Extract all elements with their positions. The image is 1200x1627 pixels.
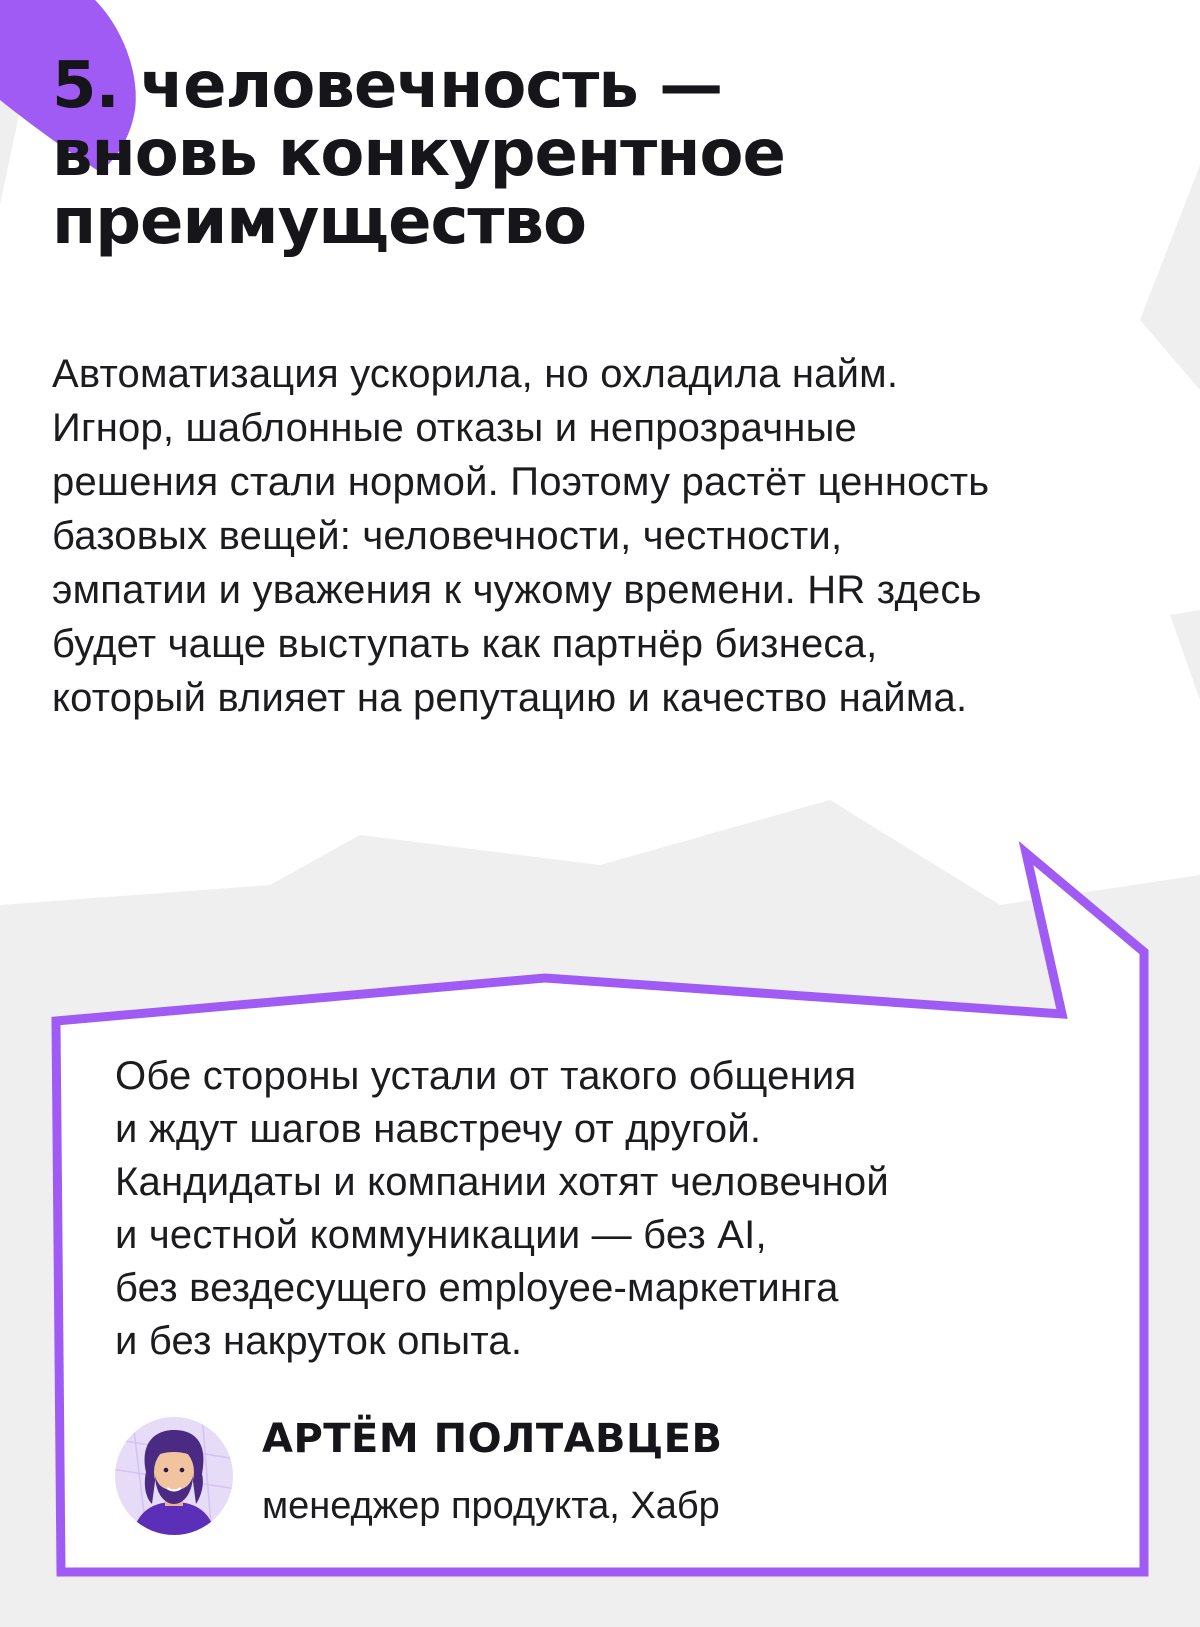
title-number: 5. (52, 49, 119, 123)
author-name: АРТЁМ ПОЛТАВЦЕВ (262, 1416, 723, 1462)
title-text: человечность — (140, 49, 723, 123)
lead-line: будет чаще выступать как партнёр бизнеса, (52, 622, 878, 666)
lead-line: который влияет на репутацию и качество найма. (52, 676, 968, 720)
lead-line: эмпатии и уважения к чужому времени. HR здесь (52, 568, 982, 612)
quote-line: и честной коммуникации — без AI, (115, 1213, 767, 1257)
quote-line: Кандидаты и компании хотят человечной (115, 1160, 889, 1204)
lead-line: базовых вещей: человечности, честности, (52, 514, 843, 558)
quote-line: без вездесущего employee-маркетинга (115, 1266, 839, 1310)
quote-line: и ждут шагов навстречу от другой. (115, 1107, 762, 1151)
avatar (112, 1414, 236, 1538)
quote-line: и без накруток опыта. (115, 1319, 523, 1363)
lead-paragraph (52, 347, 1162, 725)
title-line-3: преимущество (52, 185, 586, 259)
author-role: менеджер продукта, Хабр (262, 1485, 720, 1527)
quote-line: Обе стороны устали от такого общения (115, 1054, 857, 1098)
lead-line: Игнор, шаблонные отказы и непрозрачные (52, 406, 857, 450)
lead-line: Автоматизация ускорила, но охладила найм. (52, 352, 899, 396)
page-title (52, 49, 1172, 259)
lead-line: решения стали нормой. Поэтому растёт ценность (52, 460, 990, 504)
grey-shard-right-lower (1170, 610, 1200, 700)
quote-text (115, 1050, 1075, 1368)
title-line-2: вновь конкурентное (52, 117, 785, 191)
title-line-1 (52, 49, 1172, 123)
